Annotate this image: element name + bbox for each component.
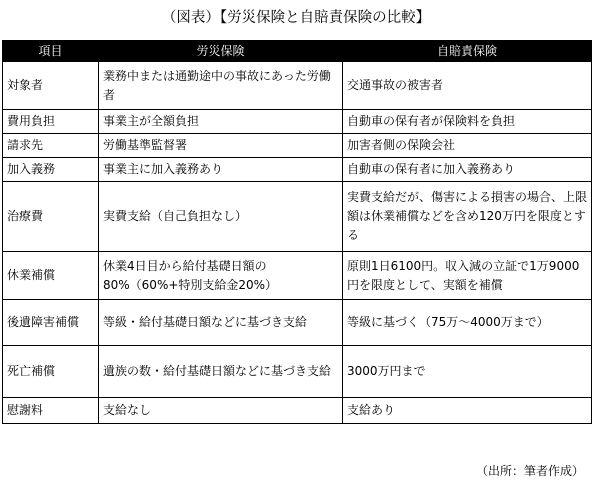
cell-jibai: 加害者側の保険会社: [343, 134, 592, 158]
cell-item: 対象者: [3, 62, 99, 110]
cell-jibai: 自動車の保有者が保険料を負担: [343, 110, 592, 134]
cell-rosai: 事業主が全額負担: [99, 110, 343, 134]
cell-jibai: 原則1日6100円。収入減の立証で1万9000円を限度として、実額を補償: [343, 252, 592, 300]
cell-rosai: 遺族の数・給付基礎日額などに基づき支給: [99, 346, 343, 398]
header-item: 項目: [3, 41, 99, 62]
cell-item: 休業補償: [3, 252, 99, 300]
cell-jibai: 等級に基づく（75万～4000万まで）: [343, 300, 592, 346]
cell-rosai: 休業4日目から給付基礎日額の80%（60%+特別支給金20%）: [99, 252, 343, 300]
cell-item: 死亡補償: [3, 346, 99, 398]
cell-jibai: 支給あり: [343, 398, 592, 424]
source-note: （出所：筆者作成）: [475, 464, 584, 478]
cell-rosai: 事業主に加入義務あり: [99, 158, 343, 182]
cell-item: 慰謝料: [3, 398, 99, 424]
table-row: [3, 398, 592, 424]
table-row: [3, 134, 592, 158]
cell-rosai: 業務中または通勤途中の事故にあった労働者: [99, 62, 343, 110]
table-row: [3, 300, 592, 346]
table-row: [3, 62, 592, 110]
header-rosai: 労災保険: [99, 41, 343, 62]
cell-item: 請求先: [3, 134, 99, 158]
cell-rosai: 実費支給（自己負担なし）: [99, 182, 343, 252]
cell-jibai: 交通事故の被害者: [343, 62, 592, 110]
cell-item: 費用負担: [3, 110, 99, 134]
cell-item: 加入義務: [3, 158, 99, 182]
cell-item: 治療費: [3, 182, 99, 252]
cell-jibai: 3000万円まで: [343, 346, 592, 398]
table-row: [3, 252, 592, 300]
cell-rosai: 労働基準監督署: [99, 134, 343, 158]
table-row: [3, 110, 592, 134]
cell-jibai: 実費支給だが、傷害による損害の場合、上限額は休業補償などを含め120万円を限度とする: [343, 182, 592, 252]
comparison-table: [2, 40, 592, 424]
table-row: [3, 182, 592, 252]
header-jibai: 自賠責保険: [343, 41, 592, 62]
cell-rosai: 支給なし: [99, 398, 343, 424]
cell-item: 後遺障害補償: [3, 300, 99, 346]
table-row: [3, 158, 592, 182]
table-header-row: [3, 41, 592, 62]
document-title: （図表）【労災保険と自賠責保険の比較】: [161, 10, 431, 26]
cell-jibai: 自動車の保有者に加入義務あり: [343, 158, 592, 182]
cell-rosai: 等級・給付基礎日額などに基づき支給: [99, 300, 343, 346]
table-row: [3, 346, 592, 398]
